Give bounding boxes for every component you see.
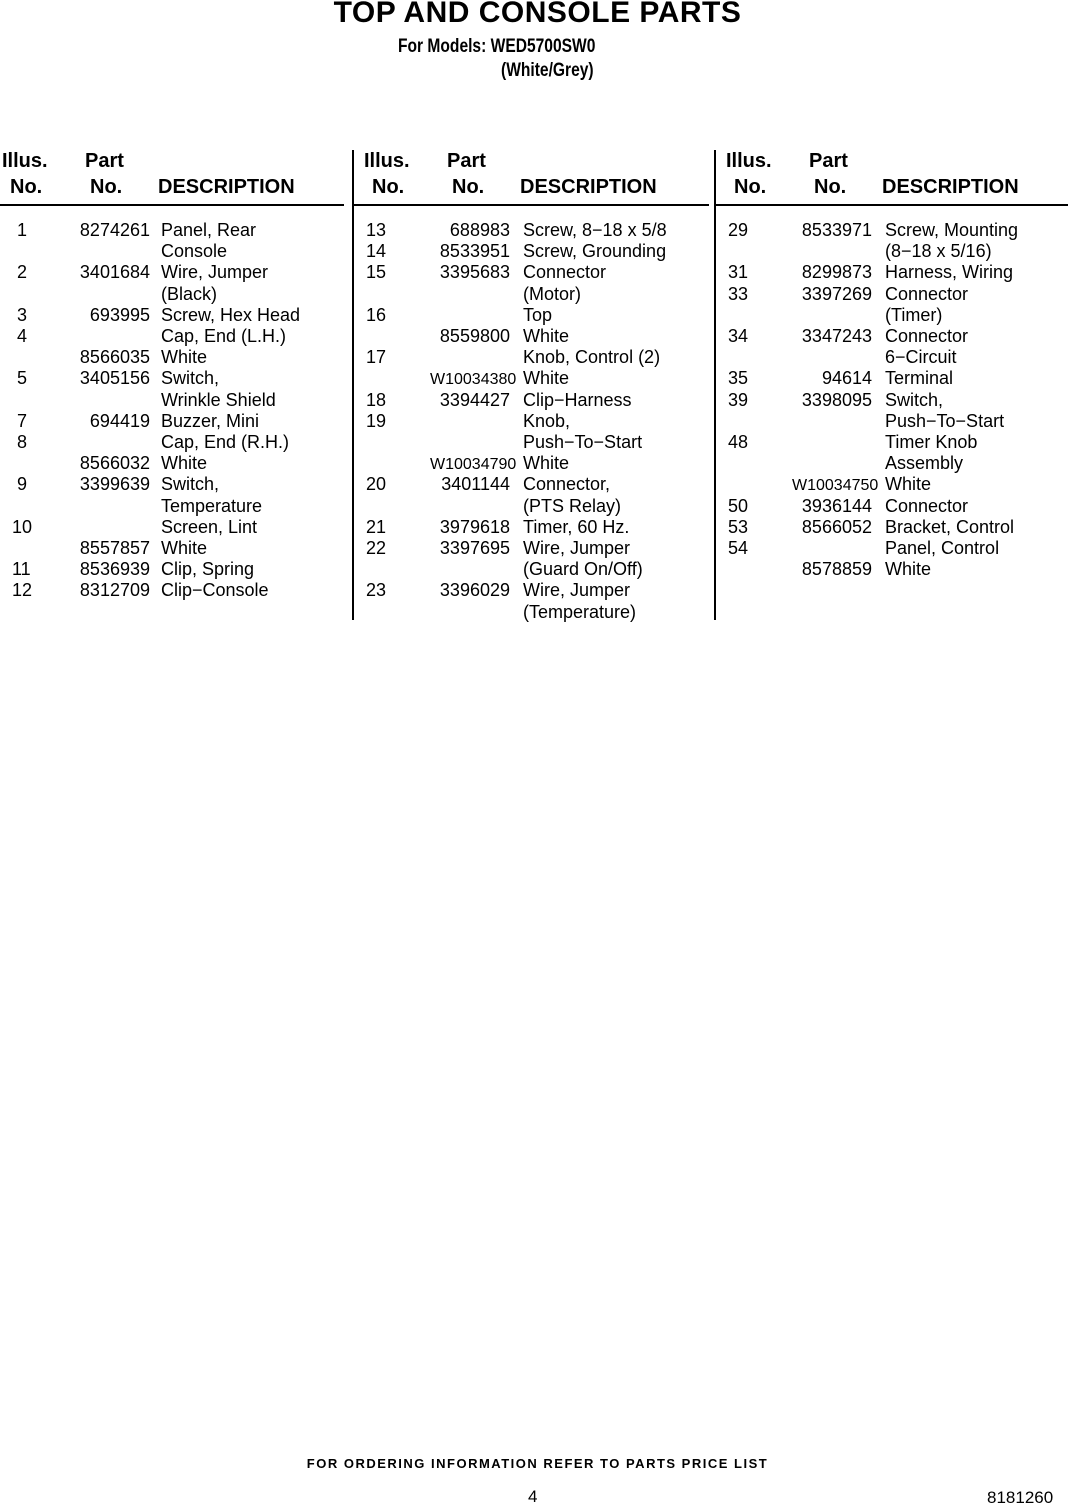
part-description: Temperature — [161, 495, 263, 516]
part-description: White — [523, 453, 570, 474]
illus-number: 11 — [12, 559, 31, 580]
part-description: (Timer) — [885, 304, 943, 325]
part-description: Switch, — [161, 474, 220, 495]
part-description: Cap, End (R.H.) — [161, 432, 290, 452]
column-header — [0, 150, 344, 206]
part-number: 8312709 — [79, 580, 150, 601]
parts-column-1 — [0, 150, 344, 620]
header-description: DESCRIPTION — [520, 176, 657, 198]
page-number: 4 — [528, 1487, 538, 1506]
part-description: Wire, Jumper — [161, 262, 269, 283]
part-number: 8559800 — [439, 326, 510, 346]
illus-number: 34 — [728, 326, 749, 346]
part-description: Top — [523, 304, 553, 325]
part-description: Connector — [523, 262, 607, 283]
part-description: Screen, Lint — [161, 516, 258, 537]
ordering-footer: FOR ORDERING INFORMATION REFER TO PARTS PRICE LIST — [306, 1456, 769, 1471]
illus-number: 50 — [728, 495, 749, 516]
parts-column-2 — [352, 150, 709, 620]
header-illus: Illus. — [364, 150, 410, 172]
part-description: White — [885, 559, 932, 580]
part-number: 8274261 — [79, 220, 150, 240]
header-part: Part — [85, 150, 124, 172]
part-description: White — [161, 347, 208, 368]
part-number: 3396029 — [439, 580, 510, 601]
part-description: Push−To−Start — [523, 432, 643, 452]
header-part-no: No. — [90, 176, 123, 198]
part-number: 3399639 — [79, 474, 150, 495]
part-description: White — [523, 326, 570, 346]
part-description: White — [523, 368, 570, 389]
part-number: 3347243 — [801, 326, 872, 346]
part-number: 3395683 — [439, 262, 510, 283]
illus-number: 9 — [17, 474, 28, 495]
part-number: 8566052 — [801, 516, 872, 537]
part-description: Assembly — [885, 453, 964, 474]
illus-number: 4 — [17, 326, 28, 346]
part-description: (Guard On/Off) — [523, 559, 643, 580]
part-number: 3936144 — [801, 495, 872, 516]
part-number: 3398095 — [801, 389, 872, 410]
illus-number: 33 — [728, 283, 749, 304]
part-number: W10034790 — [430, 456, 517, 474]
header-description: DESCRIPTION — [882, 176, 1019, 198]
illus-number: 1 — [17, 220, 28, 240]
part-description: Connector — [885, 495, 969, 516]
illus-number: 53 — [728, 516, 749, 537]
part-description: Screw, Mounting — [885, 220, 1019, 240]
header-illus: Illus. — [726, 150, 772, 172]
part-description: Screw, Hex Head — [161, 304, 301, 325]
part-description: Bracket, Control — [885, 516, 1015, 537]
part-number: 94614 — [821, 368, 872, 389]
illus-number: 7 — [17, 410, 28, 431]
color-line: (White/Grey) — [501, 60, 594, 81]
part-number: 3397269 — [801, 283, 872, 304]
illus-number: 10 — [12, 516, 33, 537]
illus-number: 35 — [728, 368, 749, 389]
header-illus-no: No. — [734, 176, 767, 198]
part-number: W10034750 — [792, 477, 879, 495]
part-number: 3394427 — [439, 389, 510, 410]
part-description: White — [161, 538, 208, 558]
illus-number: 3 — [17, 304, 28, 325]
header-part-no: No. — [452, 176, 485, 198]
part-number: 8533971 — [801, 220, 872, 240]
part-description: Panel, Control — [885, 538, 1000, 558]
part-number: 8566032 — [79, 453, 150, 474]
part-description: (8−18 x 5/16) — [885, 241, 992, 262]
header-part: Part — [809, 150, 848, 172]
part-description: Screw, Grounding — [523, 241, 667, 262]
part-description: Push−To−Start — [885, 410, 1005, 431]
part-number: 3401684 — [79, 262, 150, 283]
illus-number: 48 — [728, 432, 749, 452]
illus-number: 22 — [366, 538, 387, 558]
part-description: Console — [161, 241, 228, 262]
part-number: 3405156 — [79, 368, 150, 389]
part-description: White — [161, 453, 208, 474]
part-number: W10034380 — [430, 371, 517, 389]
illus-number: 31 — [728, 262, 749, 283]
part-description: Clip, Spring — [161, 559, 255, 580]
illus-number: 20 — [366, 474, 387, 495]
part-number: 8533951 — [439, 241, 510, 262]
part-description: Timer Knob — [885, 432, 978, 452]
part-number: 3401144 — [441, 474, 510, 495]
part-number: 8536939 — [79, 559, 150, 580]
part-description: Knob, — [523, 410, 571, 431]
illus-number: 5 — [17, 368, 28, 389]
document-number: 8181260 — [987, 1488, 1054, 1507]
header-part: Part — [447, 150, 486, 172]
part-description: 6−Circuit — [885, 347, 957, 368]
part-description: Cap, End (L.H.) — [161, 326, 287, 346]
part-number: 8566035 — [79, 347, 150, 368]
part-description: Harness, Wiring — [885, 262, 1014, 283]
header-illus-no: No. — [10, 176, 43, 198]
column-header — [354, 150, 709, 206]
part-description: Panel, Rear — [161, 220, 257, 240]
part-number: 694419 — [89, 410, 150, 431]
part-number: 693995 — [89, 304, 150, 325]
header-description: DESCRIPTION — [158, 176, 295, 198]
part-description: Knob, Control (2) — [523, 347, 661, 368]
illus-number: 29 — [728, 220, 749, 240]
illus-number: 8 — [17, 432, 28, 452]
part-description: Terminal — [885, 368, 954, 389]
illus-number: 13 — [366, 220, 387, 240]
page-title: TOP AND CONSOLE PARTS — [333, 0, 742, 29]
part-description: Wire, Jumper — [523, 538, 631, 558]
illus-number: 16 — [366, 304, 387, 325]
part-number: 3979618 — [439, 516, 510, 537]
part-number: 8578859 — [801, 559, 872, 580]
part-description: Switch, — [161, 368, 220, 389]
illus-number: 21 — [366, 516, 387, 537]
illus-number: 18 — [366, 389, 387, 410]
part-description: Switch, — [885, 389, 944, 410]
column-header — [716, 150, 1068, 206]
part-description: (Black) — [161, 283, 218, 304]
part-description: (Motor) — [523, 283, 581, 304]
parts-column-3 — [714, 150, 1068, 620]
header-part-no: No. — [814, 176, 847, 198]
illus-number: 15 — [366, 262, 387, 283]
part-number: 8557857 — [79, 538, 150, 558]
part-description: White — [885, 474, 932, 495]
header-illus: Illus. — [2, 150, 48, 172]
illus-number: 19 — [366, 410, 387, 431]
header-illus-no: No. — [372, 176, 405, 198]
part-description: Wrinkle Shield — [161, 389, 276, 410]
part-description: (PTS Relay) — [523, 495, 622, 516]
part-description: (Temperature) — [523, 601, 637, 622]
illus-number: 54 — [728, 538, 749, 558]
part-number: 688983 — [449, 220, 510, 240]
part-number: 3397695 — [439, 538, 510, 558]
part-description: Timer, 60 Hz. — [523, 516, 630, 537]
illus-number: 14 — [366, 241, 387, 262]
part-number: 8299873 — [801, 262, 872, 283]
illus-number: 17 — [366, 347, 387, 368]
illus-number: 12 — [12, 580, 33, 601]
part-description: Connector — [885, 283, 969, 304]
part-description: Screw, 8−18 x 5/8 — [523, 220, 667, 240]
part-description: Clip−Console — [161, 580, 269, 601]
part-description: Buzzer, Mini — [161, 410, 260, 431]
models-line: For Models: WED5700SW0 — [398, 36, 596, 57]
part-description: Connector, — [523, 474, 611, 495]
part-description: Wire, Jumper — [523, 580, 631, 601]
part-description: Clip−Harness — [523, 389, 632, 410]
illus-number: 39 — [728, 389, 749, 410]
illus-number: 2 — [17, 262, 28, 283]
part-description: Connector — [885, 326, 969, 346]
illus-number: 23 — [366, 580, 387, 601]
